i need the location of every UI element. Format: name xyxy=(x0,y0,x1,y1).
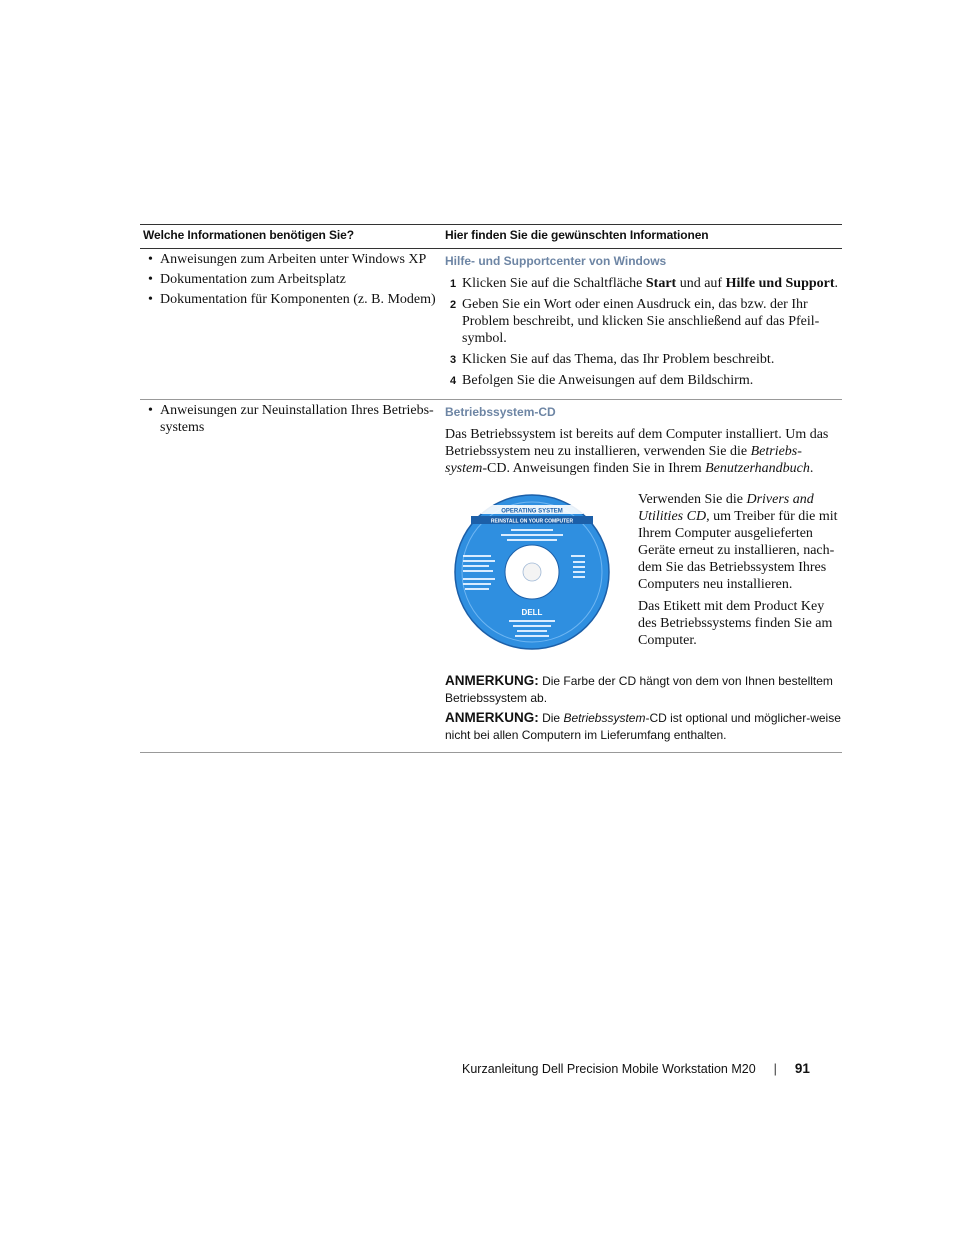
note-text: Die Farbe der CD hängt von dem von Ihnen bestelltem Betriebssystem ab. xyxy=(445,674,833,705)
note-label: ANMERKUNG: xyxy=(445,710,539,725)
step-item xyxy=(445,296,842,347)
table-row xyxy=(140,249,842,400)
row2-bullet-list xyxy=(143,402,436,436)
help-steps xyxy=(445,275,842,389)
cd-text: Verwenden Sie die xyxy=(638,492,747,507)
os-cd-intro xyxy=(445,426,842,477)
step-text: Klicken Sie auf die Schaltfläche xyxy=(462,276,646,291)
table-row xyxy=(140,400,842,753)
cd-title-text: OPERATING SYSTEM xyxy=(501,508,563,515)
help-support-label: Hilfe und Support xyxy=(725,276,835,291)
intro-italic: Betriebs-system xyxy=(445,444,802,476)
row1-right-cell xyxy=(442,249,842,400)
step-number: 4 xyxy=(450,375,457,387)
footer-separator: | xyxy=(773,1062,777,1076)
row1-left-cell xyxy=(140,249,442,400)
start-label: Start xyxy=(645,276,677,291)
section-heading-help: Hilfe- und Supportcenter von Windows xyxy=(445,254,667,268)
page-footer xyxy=(462,1061,810,1076)
section-heading-os-cd: Betriebssystem-CD xyxy=(445,405,556,419)
cd-italic: Drivers and Utilities CD xyxy=(638,492,814,524)
intro-text: Das Betriebssystem ist bereits auf dem Computer installiert. Um das Betriebssystem neu zu installieren, verwenden Sie die xyxy=(445,427,829,459)
step-item xyxy=(445,275,842,292)
intro-text: . xyxy=(809,461,814,476)
step-text: Klicken Sie auf das Thema, das Ihr Problem beschreibt. xyxy=(462,352,775,367)
cd-text: , um Treiber für die mit Ihrem Computer ausgelieferten Geräte erneut zu installieren, nach-dem Sie das Betriebssystem Ihres Computers neu installieren. xyxy=(638,509,838,592)
step-text: Befolgen Sie die Anweisungen auf dem Bildschirm. xyxy=(462,373,754,388)
page-number: 91 xyxy=(794,1061,810,1076)
list-item: • Anweisungen zum Arbeiten unter Windows XP xyxy=(143,251,436,268)
step-item xyxy=(445,372,842,389)
row1-bullet-list xyxy=(143,251,436,308)
header-left: Welche Informationen benötigen Sie? xyxy=(140,225,442,249)
step-text: . xyxy=(834,276,839,291)
product-key-paragraph: Das Etikett mit dem Product Key des Betriebssystems finden Sie am Computer. xyxy=(638,599,833,648)
header-right: Hier finden Sie die gewünschten Informationen xyxy=(442,225,842,249)
step-text: und auf xyxy=(676,276,726,291)
drivers-paragraph xyxy=(638,491,840,593)
table-header-row xyxy=(140,225,842,249)
step-text: Geben Sie ein Wort oder einen Ausdruck ein, das bzw. der Ihr Problem beschreibt, und klicken Sie anschließend auf das Pfeil-symbol. xyxy=(462,297,820,346)
note-text: Die xyxy=(538,711,564,725)
intro-text: -CD. Anweisungen finden Sie in Ihrem xyxy=(482,461,706,476)
note-label: ANMERKUNG: xyxy=(445,673,539,688)
cd-subtitle-text: REINSTALL ON YOUR COMPUTER xyxy=(490,518,574,525)
row2-left-cell xyxy=(140,400,442,753)
footer-title: Kurzanleitung Dell Precision Mobile Workstation M20 xyxy=(462,1062,756,1076)
intro-italic: Benutzerhandbuch xyxy=(705,461,810,476)
note-cd-optional xyxy=(445,709,842,744)
step-number: 1 xyxy=(450,278,457,290)
cd-description xyxy=(638,491,842,654)
notes-block xyxy=(445,672,842,744)
cd-illustration xyxy=(445,493,638,656)
info-table xyxy=(140,224,842,753)
list-item: • Dokumentation zum Arbeitsplatz xyxy=(143,271,436,288)
step-number: 3 xyxy=(450,354,457,366)
cd-disc-icon xyxy=(453,493,611,651)
dell-logo-text: DELL xyxy=(521,608,543,617)
note-italic: Betriebssystem xyxy=(563,711,646,725)
row2-right-cell xyxy=(442,400,842,753)
step-item xyxy=(445,351,842,368)
list-item: • Anweisungen zur Neuinstallation Ihres Betriebs-systems xyxy=(143,402,436,436)
step-number: 2 xyxy=(450,299,457,311)
cd-section xyxy=(445,491,842,656)
note-text: -CD ist optional und möglicher-weise nicht bei allen Computern im Lieferumfang enthalten. xyxy=(445,711,841,742)
note-cd-color xyxy=(445,672,842,707)
list-item: • Dokumentation für Komponenten (z. B. Modem) xyxy=(143,291,436,308)
